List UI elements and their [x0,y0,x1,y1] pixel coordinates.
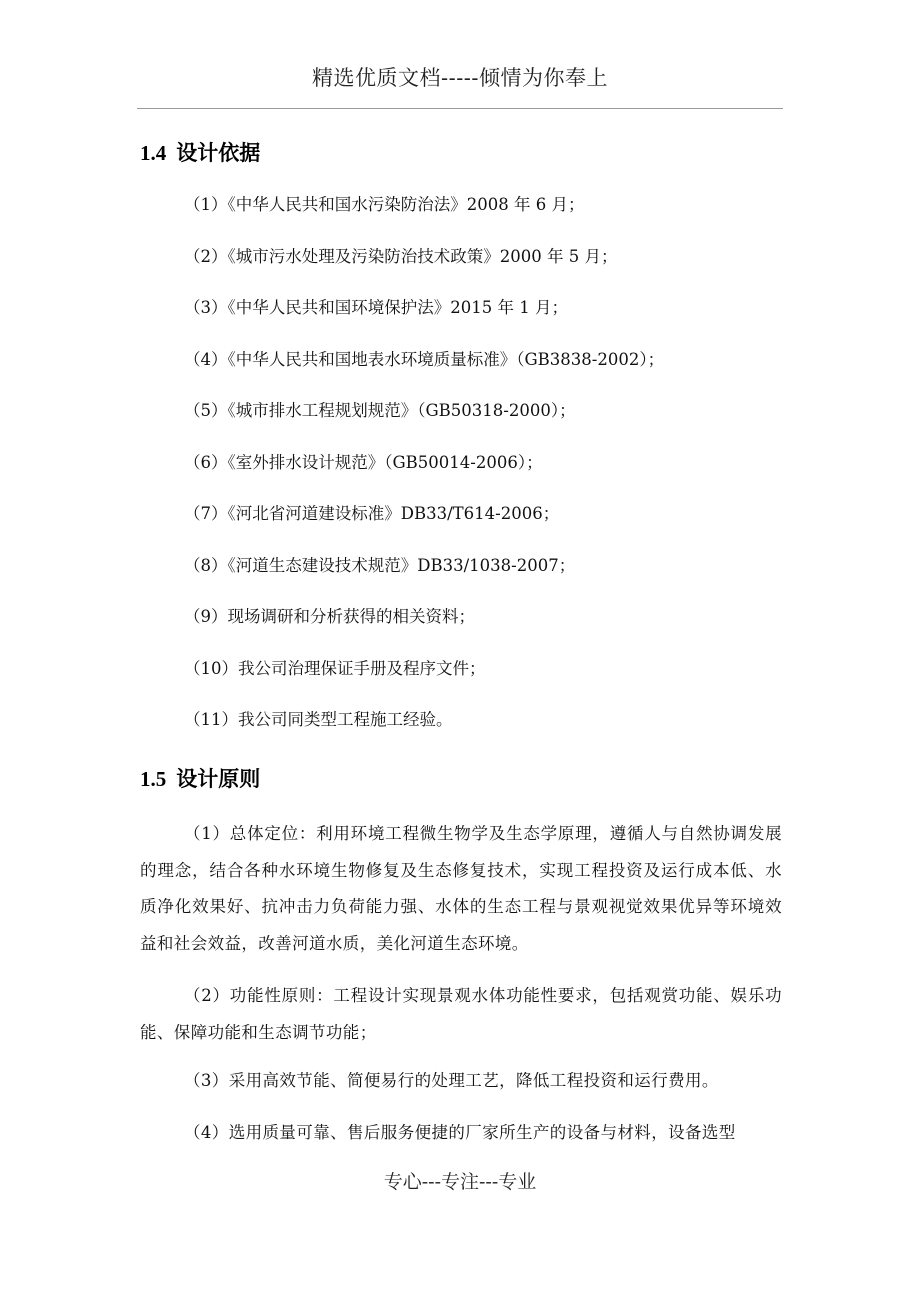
principle-paragraph: （4）选用质量可靠、售后服务便捷的厂家所生产的设备与材料，设备选型 [184,1123,736,1142]
reference-item: （7）《河北省河道建设标准》DB33/T614-2006； [184,504,560,523]
reference-item: （9）现场调研和分析获得的相关资料； [184,607,475,626]
reference-item: （3）《中华人民共和国环境保护法》2015 年 1 月； [184,298,568,317]
reference-item: （8）《河道生态建设技术规范》DB33/1038-2007； [184,556,576,575]
reference-item: （6）《室外排水设计规范》（GB50014-2006）； [184,453,543,472]
reference-item: （4）《中华人民共和国地表水环境质量标准》（GB3838-2002）； [184,350,665,369]
page-header: 精选优质文档-----倾情为你奉上 [312,66,608,90]
reference-item: （2）《城市污水处理及污染防治技术政策》2000 年 5 月； [184,247,618,266]
header-divider [137,108,783,109]
section-heading-1-5 [140,764,260,794]
section-number: 1.4 [140,141,167,165]
section-title: 设计原则 [176,767,261,791]
section-heading-1-4 [140,138,260,168]
principle-paragraph: （1）总体定位：利用环境工程微生物学及生态学原理，遵循人与自然协调发展的理念，结合各种水环境生物修复及生态修复技术，实现工程投资及运行成本低、水质净化效果好、抗冲击力负荷能力强、水体的生态工程与景观视觉效果优异等环境效益和社会效益，改善河道水质，美化河道生态环境。 [140,824,782,953]
page-footer: 专心---专注---专业 [383,1171,537,1193]
reference-item: （11）我公司同类型工程施工经验。 [184,710,453,729]
section-title: 设计依据 [176,141,261,165]
reference-item: （1）《中华人民共和国水污染防治法》2008 年 6 月； [184,195,585,214]
principle-paragraph: （3）采用高效节能、简便易行的处理工艺，降低工程投资和运行费用。 [184,1071,719,1090]
reference-item: （5）《城市排水工程规划规范》（GB50318-2000）； [184,401,576,420]
section-number: 1.5 [140,767,167,791]
principle-paragraph: （2）功能性原则：工程设计实现景观水体功能性要求，包括观赏功能、娱乐功能、保障功能和生态调节功能； [140,986,782,1042]
reference-item: （10）我公司治理保证手册及程序文件； [184,659,486,678]
